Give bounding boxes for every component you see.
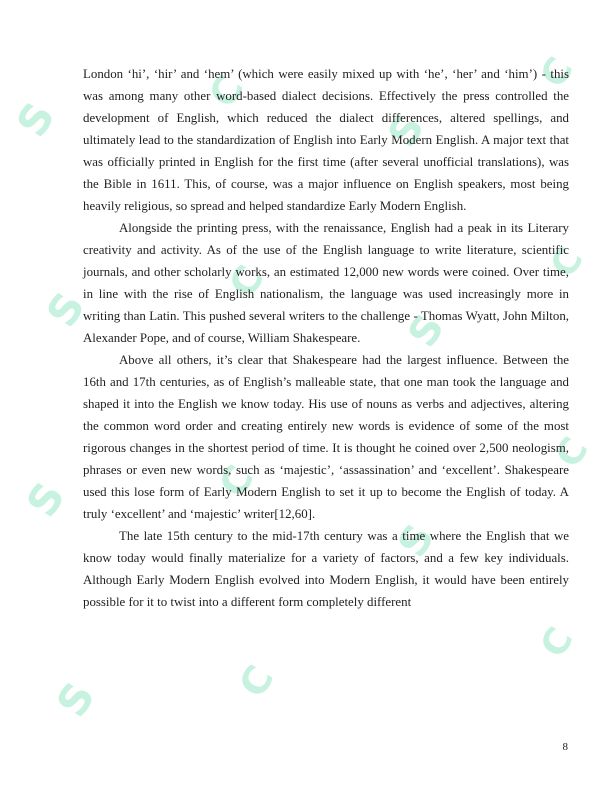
svg-text:C: C	[230, 657, 283, 705]
svg-text:S: S	[379, 106, 434, 156]
svg-text:C: C	[532, 50, 582, 95]
svg-text:S: S	[389, 516, 444, 566]
svg-text:S: S	[6, 93, 65, 146]
paragraph-4: The late 15th century to the mid-17th century was a time where the English that we know today would finally materialize for a variety of factors, and a few key individuals. Although Early Modern English evolved into Modern English, it would have been entirely possible for it to twist into a different form completely different	[83, 529, 569, 609]
svg-text:S: S	[36, 283, 95, 336]
page-number: 8	[562, 741, 568, 753]
body-text	[83, 63, 569, 613]
svg-text:C: C	[210, 457, 263, 505]
svg-text:C: C	[547, 430, 597, 475]
svg-text:C: C	[200, 67, 253, 115]
paragraph-1: London ‘hi’, ‘hir’ and ‘hem’ (which were easily mixed up with ‘he’, ‘her’ and ‘him’) - this was among many other word-based dialect decisions. Effectively the press controlled the development of English, which reduced the dialect differences, altered spellings, and ultimately lead to the standardization of English into Early Modern English. A major text that was officially printed in English for the first time (after several unofficial translations), was the Bible in 1611. This, of course, was a major influence on English speakers, most being heavily religious, so spread and helped standardize Early Modern English.	[83, 67, 569, 213]
svg-text:S: S	[399, 306, 454, 356]
svg-text:C: C	[532, 620, 582, 665]
svg-text:C: C	[220, 257, 273, 305]
paragraph-3: Above all others, it’s clear that Shakespeare had the largest influence. Between the 16th and 17th centuries, as of English’s malleable state, that one man took the language and shaped it into the English we know today. His use of nouns as verbs and adjectives, altering the common word order and creating entirely new words is evidence of some of the most rigorous changes in the shortest period of time. It is thought he coined over 2,500 neologism, phrases or even new words, such as ‘majestic’, ‘assassination’ and ‘excellent’. Shakespeare used this lose form of Early Modern English to set it up to become the English of today. A truly ‘excellent’ and ‘majestic’ writer[12,60].	[83, 353, 569, 521]
svg-text:C: C	[542, 240, 592, 285]
svg-text:S: S	[16, 473, 75, 526]
svg-text:S: S	[46, 673, 105, 726]
paragraph-2: Alongside the printing press, with the renaissance, English had a peak in its Literary creativity and activity. As of the use of the English language to write literature, scientific journals, and other scholarly works, an estimated 12,000 new words were coined. Over time, in line with the rise of English nationalism, the language was used increasingly more in writing than Latin. This pushed several writers to the challenge - Thomas Wyatt, John Milton, Alexander Pope, and of course, William Shakespeare.	[83, 221, 569, 345]
